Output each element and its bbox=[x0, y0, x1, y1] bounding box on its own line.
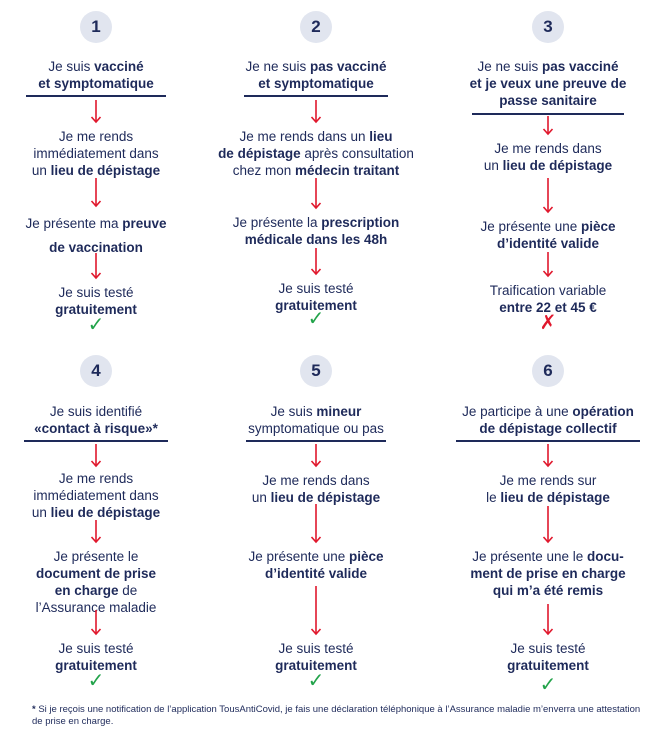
step-3 bbox=[436, 218, 660, 252]
step-text: Je me rends dans bbox=[262, 473, 370, 488]
step-text-bold: pas vacciné bbox=[309, 59, 387, 74]
down-arrow-icon bbox=[90, 520, 102, 544]
step-text-bold: lieu de dépistage bbox=[502, 158, 613, 173]
step-text-bold: vacciné bbox=[94, 59, 144, 74]
down-arrow-icon bbox=[90, 100, 102, 124]
step-text: Je suis testé bbox=[58, 285, 134, 300]
step-text-bold: passe sanitaire bbox=[499, 93, 597, 108]
step-text: Je présente une bbox=[248, 549, 350, 564]
step-text-bold: lieu de dépistage bbox=[270, 490, 381, 505]
cross-icon: ✗ bbox=[539, 312, 557, 334]
check-icon: ✓ bbox=[539, 674, 557, 696]
step-text: Je présente une le bbox=[472, 549, 588, 564]
step-text-bold: qui m’a été remis bbox=[492, 583, 604, 598]
step-text-bold: gratuitement bbox=[55, 658, 137, 673]
down-arrow-icon bbox=[310, 178, 322, 210]
check-icon: ✓ bbox=[307, 670, 325, 692]
down-arrow-icon bbox=[542, 252, 554, 278]
condition-underline bbox=[26, 95, 166, 97]
step-text: Je suis identifié bbox=[49, 404, 143, 419]
step-text-bold: médicale dans les 48h bbox=[244, 232, 388, 247]
down-arrow-icon bbox=[90, 178, 102, 208]
down-arrow-icon bbox=[310, 444, 322, 468]
scenario-number-badge: 3 bbox=[532, 11, 564, 43]
step-text-bold: pièce bbox=[349, 549, 384, 564]
step-text-bold: prescription bbox=[321, 215, 400, 230]
down-arrow-icon bbox=[310, 100, 322, 124]
step-text-bold: d’identité valide bbox=[264, 566, 368, 581]
step-text-bold: mineur bbox=[316, 404, 362, 419]
step-text: Je ne suis bbox=[477, 59, 542, 74]
step-text: Je me rends bbox=[58, 471, 134, 486]
step-text: Je suis testé bbox=[278, 281, 354, 296]
scenario-number-badge: 2 bbox=[300, 11, 332, 43]
step-text-bold: pièce bbox=[581, 219, 616, 234]
step-1 bbox=[0, 403, 208, 437]
step-3 bbox=[204, 214, 428, 248]
step-text-bold: de vaccination bbox=[49, 240, 143, 255]
step-3 bbox=[0, 548, 208, 616]
step-text-bold: gratuitement bbox=[275, 658, 357, 673]
condition-underline bbox=[472, 113, 624, 115]
step-text-bold: «contact à risque»* bbox=[34, 421, 158, 436]
step-1 bbox=[204, 403, 428, 437]
step-text-bold: document de prise bbox=[35, 566, 157, 581]
step-text-bold: docu- bbox=[587, 549, 624, 564]
scenario-number-badge: 1 bbox=[80, 11, 112, 43]
step-text: Traification variable bbox=[489, 283, 607, 298]
step-text: après consultation bbox=[300, 146, 414, 161]
step-1 bbox=[0, 58, 208, 92]
step-text-bold: lieu de dépistage bbox=[500, 490, 610, 505]
down-arrow-icon bbox=[542, 506, 554, 544]
step-text: l’Assurance maladie bbox=[35, 600, 157, 615]
footnote-star: * bbox=[32, 704, 36, 715]
step-text-bold: et symptomatique bbox=[258, 76, 374, 91]
down-arrow-icon bbox=[542, 444, 554, 468]
step-text: Je présente la bbox=[232, 215, 322, 230]
step-text-bold: d’identité valide bbox=[496, 236, 600, 251]
scenario-number-badge: 5 bbox=[300, 355, 332, 387]
check-icon: ✓ bbox=[87, 670, 105, 692]
step-text-bold: en charge bbox=[54, 583, 119, 598]
condition-underline bbox=[24, 440, 168, 442]
step-text: Je suis bbox=[48, 59, 95, 74]
step-text: Je me rends dans bbox=[494, 141, 602, 156]
step-2 bbox=[0, 128, 208, 179]
step-text: Je participe à une bbox=[462, 404, 573, 419]
step-text-bold: gratuitement bbox=[55, 302, 137, 317]
step-text-bold: opération bbox=[572, 404, 634, 419]
down-arrow-icon bbox=[310, 586, 322, 636]
step-text: le bbox=[486, 490, 501, 505]
step-text: Je me rends bbox=[58, 129, 134, 144]
step-3 bbox=[204, 548, 428, 582]
step-text: Je me rends dans un bbox=[239, 129, 370, 144]
step-text-bold: lieu bbox=[369, 129, 393, 144]
step-text: un bbox=[251, 490, 271, 505]
step-3 bbox=[436, 548, 660, 599]
step-2 bbox=[0, 470, 208, 521]
step-text-bold: et je veux une preuve de bbox=[469, 76, 627, 91]
scenario-number-badge: 4 bbox=[80, 355, 112, 387]
down-arrow-icon bbox=[310, 248, 322, 276]
down-arrow-icon bbox=[90, 444, 102, 468]
step-text: Je ne suis bbox=[245, 59, 310, 74]
down-arrow-icon bbox=[542, 604, 554, 636]
step-text: immédiatement dans bbox=[33, 146, 159, 161]
down-arrow-icon bbox=[310, 504, 322, 544]
step-1 bbox=[436, 403, 660, 437]
step-2 bbox=[204, 472, 428, 506]
step-text-bold: de dépistage bbox=[218, 146, 301, 161]
step-text: un bbox=[31, 505, 51, 520]
step-text: Je suis testé bbox=[58, 641, 134, 656]
step-text-bold: preuve bbox=[122, 216, 167, 231]
scenario-number-badge: 6 bbox=[532, 355, 564, 387]
step-2 bbox=[436, 140, 660, 174]
condition-underline bbox=[244, 95, 388, 97]
step-2 bbox=[204, 128, 428, 179]
step-1 bbox=[436, 58, 660, 109]
step-text-bold: pas vacciné bbox=[541, 59, 619, 74]
step-text: Je suis testé bbox=[510, 641, 586, 656]
step-text-bold: et symptomatique bbox=[38, 76, 154, 91]
step-text: Je suis testé bbox=[278, 641, 354, 656]
footnote-text: Si je reçois une notification de l’application TousAntiCovid, je fais une déclaration téléphonique à l’Assurance maladie m’enverra une attestation de prise en charge. bbox=[32, 704, 641, 727]
step-3 bbox=[0, 212, 208, 260]
step-text: Je présente le bbox=[53, 549, 139, 564]
step-text-bold: gratuitement bbox=[507, 658, 589, 673]
step-text-bold: gratuitement bbox=[275, 298, 357, 313]
check-icon: ✓ bbox=[307, 308, 325, 330]
step-text-bold: ment de prise en charge bbox=[470, 566, 626, 581]
step-text-bold: entre 22 et 45 € bbox=[499, 300, 597, 315]
step-text: Je présente ma bbox=[25, 216, 123, 231]
step-1 bbox=[204, 58, 428, 92]
down-arrow-icon bbox=[90, 253, 102, 280]
condition-underline bbox=[456, 440, 640, 442]
step-text: symptomatique ou pas bbox=[248, 421, 384, 436]
step-text: un bbox=[31, 163, 51, 178]
step-text: Je suis bbox=[270, 404, 317, 419]
condition-underline bbox=[246, 440, 386, 442]
step-text: Je me rends sur bbox=[499, 473, 597, 488]
step-text-bold: médecin traitant bbox=[295, 163, 400, 178]
step-text: de bbox=[118, 583, 138, 598]
down-arrow-icon bbox=[90, 610, 102, 636]
down-arrow-icon bbox=[542, 116, 554, 136]
step-text: un bbox=[483, 158, 503, 173]
down-arrow-icon bbox=[542, 178, 554, 214]
step-text-bold: lieu de dépistage bbox=[50, 505, 161, 520]
step-text-bold: lieu de dépistage bbox=[50, 163, 161, 178]
step-2 bbox=[436, 472, 660, 506]
check-icon: ✓ bbox=[87, 314, 105, 336]
step-text: immédiatement dans bbox=[33, 488, 159, 503]
step-text: chez mon bbox=[232, 163, 295, 178]
step-4 bbox=[436, 640, 660, 674]
footnote bbox=[32, 704, 652, 728]
step-text: Je présente une bbox=[480, 219, 582, 234]
step-text-bold: de dépistage collectif bbox=[479, 421, 617, 436]
